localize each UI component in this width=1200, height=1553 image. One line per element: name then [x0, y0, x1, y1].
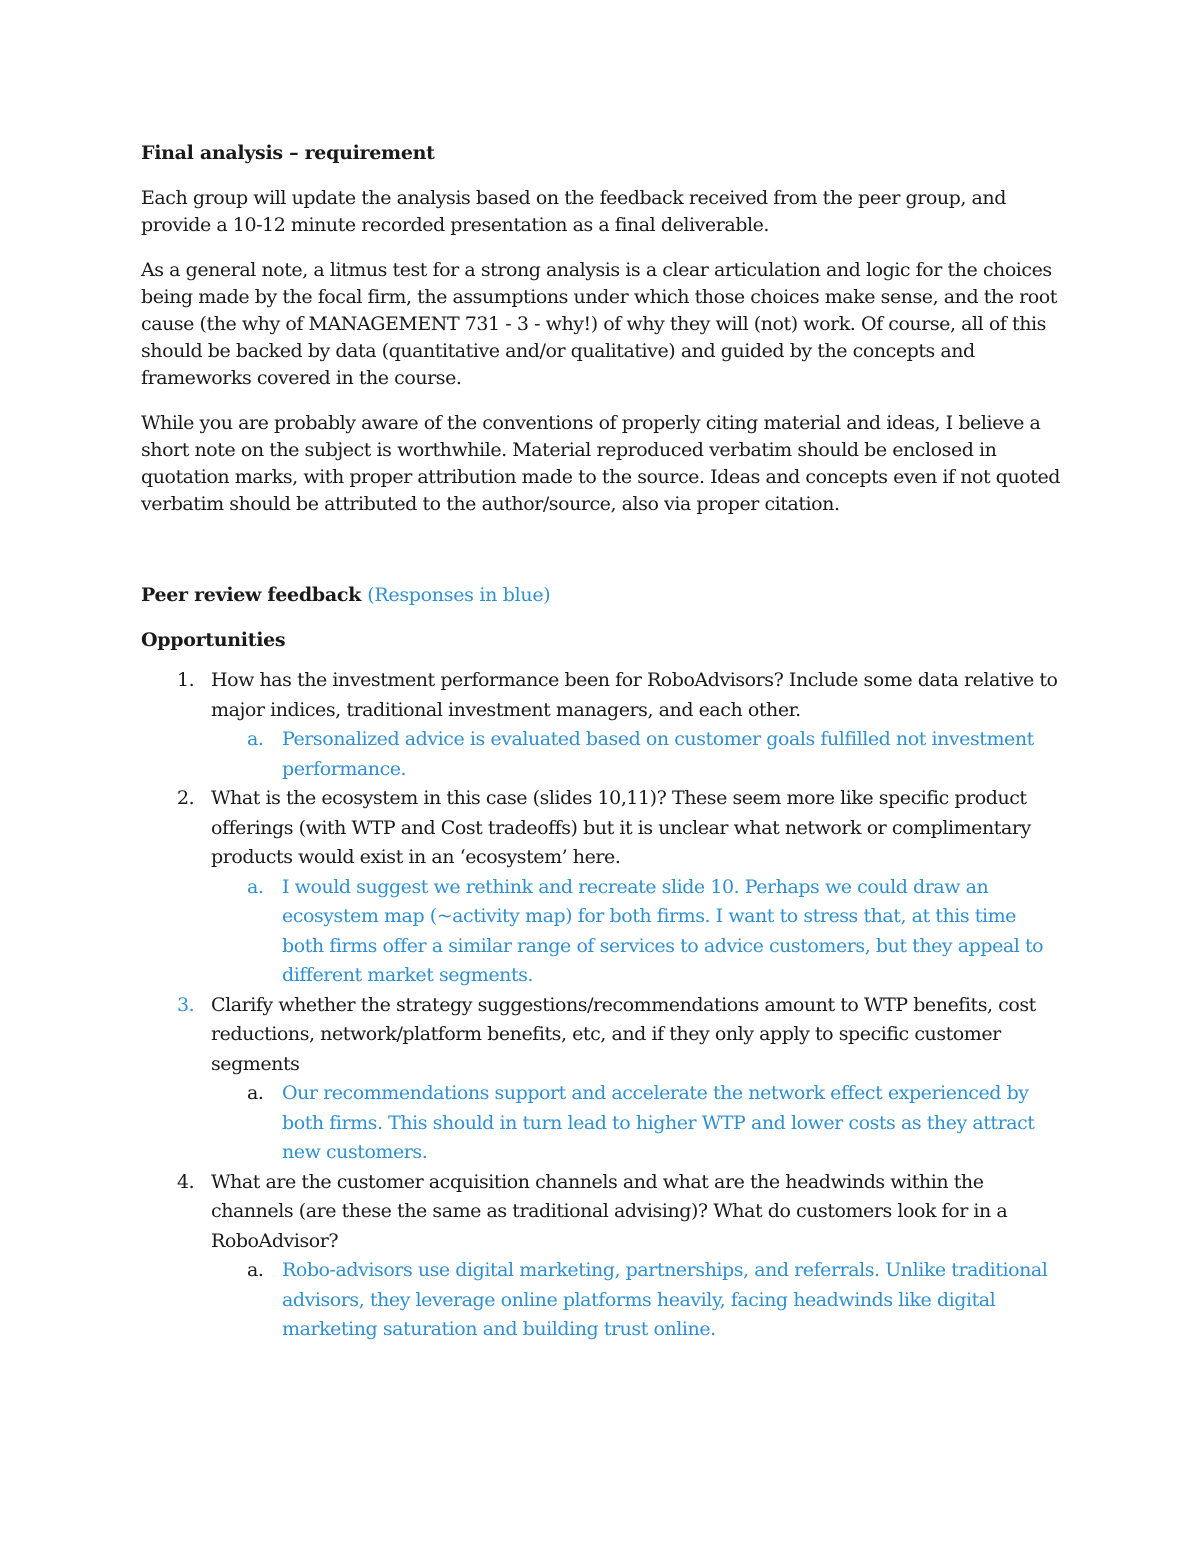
response-letter: a. [247, 875, 264, 898]
list-item-number: 4. [177, 1170, 195, 1193]
paragraph-litmus-test: As a general note, a litmus test for a strong analysis is a clear articulation and logic for the choices being made by the focal firm, the assumptions under which those choices make sense, and the root cause (the why of MANAGEMENT 731 - 3 - why!) of why they will (not) work. Of course, all of this should be backed by data (quantitative and/or qualitative) and guided by the concepts and frameworks covered in the course. [141, 259, 1057, 389]
list-item-text: What are the customer acquisition channels and what are the headwinds within the channels (are these the same as traditional advising)? What do customers look for in a RoboAdvisor? [211, 1170, 1008, 1252]
response-list [211, 873, 1061, 991]
list-item-number: 3. [177, 993, 195, 1016]
list-item [141, 1168, 1061, 1345]
list-item-number: 1. [177, 669, 195, 691]
paragraph-citation-note: While you are probably aware of the conventions of properly citing material and ideas, I believe a short note on the subject is worthwhile. Material reproduced verbatim should be enclosed in quotation marks, with proper attribution made to the source. Ideas and concepts even if not quoted verbatim should be attributed to the author/source, also via proper citation. [141, 412, 1060, 515]
response-text: I would suggest we rethink and recreate slide 10. Perhaps we could draw an ecosystem map (~activity map) for both firms. I want to stress that, at this time both firms offer a similar range of services to advice customers, but they appeal to different market segments. [282, 875, 1044, 986]
list-item [141, 784, 1061, 991]
response-letter: a. [247, 1259, 264, 1281]
response-letter: a. [247, 1082, 264, 1104]
list-item [141, 991, 1061, 1168]
document-page [141, 140, 1061, 1345]
list-item-text: What is the ecosystem in this case (slides 10,11)? These seem more like specific product offerings (with WTP and Cost tradeoffs) but it is unclear what network or complimentary products would exist in an ‘ecosystem’ here. [211, 787, 1031, 868]
section-heading-final-analysis: Final analysis – requirement [141, 142, 435, 164]
list-item-text: Clarify whether the strategy suggestions/recommendations amount to WTP benefits, cost reductions, network/platform benefits, etc, and if they only apply to specific customer segments [211, 993, 1036, 1075]
response-text: Robo-advisors use digital marketing, partnerships, and referrals. Unlike traditional advisors, they leverage online platforms heavily, facing headwinds like digital marketing saturation and building trust online. [282, 1259, 1048, 1340]
response-text: Our recommendations support and accelerate the network effect experienced by both firms. This should in turn lead to higher WTP and lower costs as they attract new customers. [282, 1082, 1035, 1163]
paragraph-update-analysis: Each group will update the analysis based on the feedback received from the peer group, and provide a 10-12 minute recorded presentation as a final deliverable. [141, 187, 1006, 236]
response-text: Personalized advice is evaluated based on customer goals fulfilled not investment performance. [282, 728, 1034, 780]
responses-note: (Responses in blue) [367, 584, 551, 606]
response-list [211, 1079, 1061, 1168]
section-spacer [141, 536, 1061, 582]
list-item-number: 2. [177, 787, 195, 809]
response-item [211, 1256, 1061, 1345]
section-heading-peer-review [141, 582, 1061, 609]
response-item [211, 873, 1061, 991]
subheading-opportunities: Opportunities [141, 629, 286, 651]
opportunities-list [141, 666, 1061, 1345]
response-item [211, 725, 1061, 784]
response-letter: a. [247, 728, 264, 750]
response-item [211, 1079, 1061, 1168]
response-list [211, 725, 1061, 784]
list-item [141, 666, 1061, 784]
response-list [211, 1256, 1061, 1345]
peer-review-title: Peer review feedback [141, 584, 361, 606]
list-item-text: How has the investment performance been for RoboAdvisors? Include some data relative to major indices, traditional investment managers, and each other. [211, 669, 1058, 721]
